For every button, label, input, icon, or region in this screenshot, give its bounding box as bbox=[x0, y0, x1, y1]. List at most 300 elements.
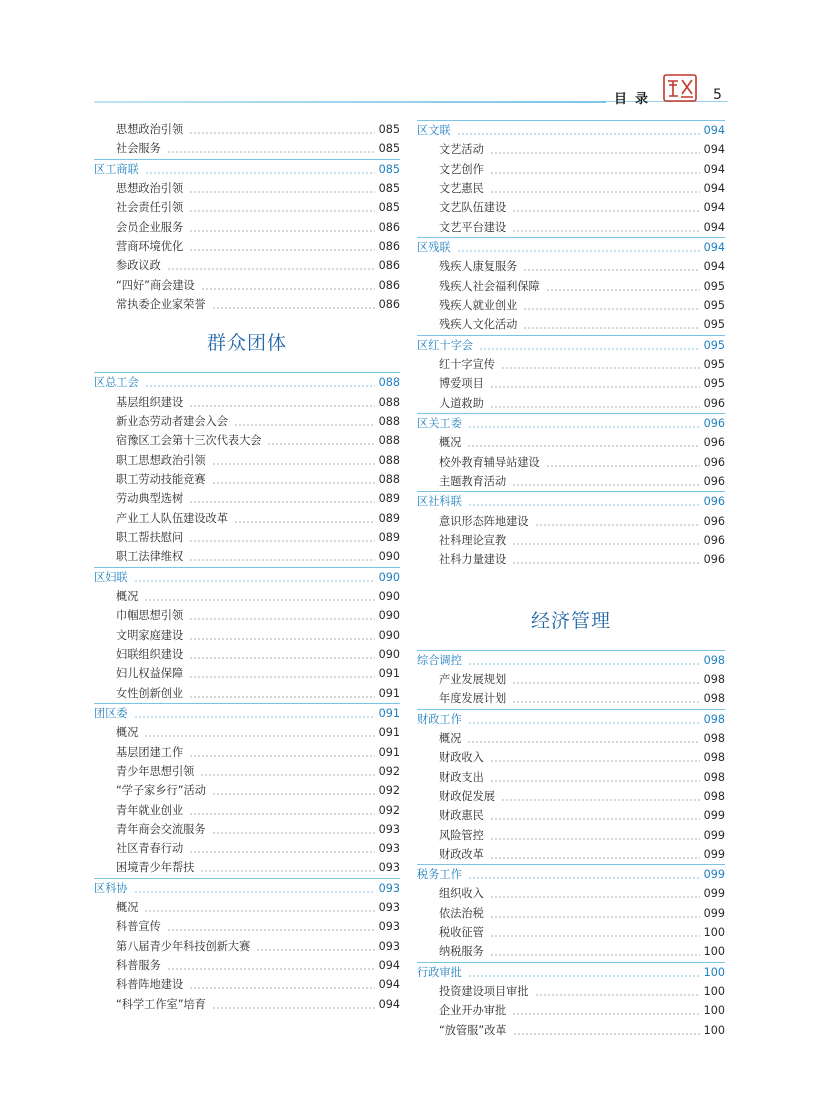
toc-entry[interactable] bbox=[94, 937, 400, 956]
toc-leader-dots bbox=[512, 550, 700, 569]
toc-entry-page: 086 bbox=[378, 220, 400, 234]
toc-entry-page: 096 bbox=[703, 495, 725, 509]
toc-entry[interactable] bbox=[417, 512, 725, 531]
toc-leader-dots bbox=[256, 937, 374, 956]
toc-entry-page: 090 bbox=[378, 570, 400, 584]
toc-entry-title: “学子家乡行”活动 bbox=[116, 784, 206, 798]
toc-leader-dots bbox=[200, 858, 374, 877]
toc-entry[interactable] bbox=[94, 664, 400, 683]
toc-leader-dots bbox=[523, 315, 699, 334]
toc-leader-dots bbox=[512, 1001, 700, 1020]
toc-entry-page: 098 bbox=[703, 712, 725, 726]
toc-entry[interactable] bbox=[94, 393, 400, 412]
toc-entry[interactable] bbox=[94, 626, 400, 645]
toc-entry-title: 财政工作 bbox=[417, 712, 462, 726]
toc-entry[interactable] bbox=[94, 917, 400, 936]
toc-entry-page: 095 bbox=[703, 357, 725, 371]
toc-entry[interactable] bbox=[94, 820, 400, 839]
toc-entry[interactable] bbox=[94, 956, 400, 975]
toc-leader-dots bbox=[201, 276, 375, 295]
toc-leader-dots bbox=[144, 723, 374, 742]
toc-leader-dots bbox=[490, 845, 700, 864]
toc-entry[interactable] bbox=[417, 768, 725, 787]
toc-leader-dots bbox=[468, 492, 700, 511]
toc-entry[interactable] bbox=[94, 898, 400, 917]
section-spacer bbox=[417, 570, 725, 592]
toc-leader-dots bbox=[189, 393, 375, 412]
toc-leader-dots bbox=[490, 374, 700, 393]
toc-leader-dots bbox=[490, 140, 700, 159]
toc-entry-title: 青年就业创业 bbox=[116, 803, 184, 817]
toc-entry-title: 产业发展规划 bbox=[439, 672, 507, 686]
toc-entry[interactable] bbox=[94, 606, 400, 625]
toc-entry[interactable] bbox=[94, 412, 400, 431]
toc-entry-page: 096 bbox=[703, 553, 725, 567]
toc-entry-title: 思想政治引领 bbox=[116, 181, 184, 195]
toc-leader-dots bbox=[467, 433, 699, 452]
toc-entry-page: 085 bbox=[378, 142, 400, 156]
toc-list-right-top bbox=[417, 120, 725, 570]
toc-leader-dots bbox=[490, 179, 700, 198]
toc-entry-title: 科普宣传 bbox=[116, 920, 161, 934]
toc-entry-page: 086 bbox=[378, 297, 400, 311]
toc-leader-dots bbox=[212, 295, 375, 314]
toc-entry[interactable] bbox=[417, 315, 725, 334]
toc-entry-page: 086 bbox=[378, 278, 400, 292]
toc-entry[interactable] bbox=[94, 858, 400, 877]
toc-entry-page: 098 bbox=[703, 672, 725, 686]
toc-entry-page: 094 bbox=[378, 997, 400, 1011]
toc-entry-page: 099 bbox=[703, 868, 725, 882]
toc-category-entry[interactable] bbox=[94, 567, 400, 587]
toc-entry-title: 税收征管 bbox=[439, 926, 484, 940]
toc-entry-title: 青年商会交流服务 bbox=[116, 822, 206, 836]
toc-entry[interactable] bbox=[417, 845, 725, 864]
toc-leader-dots bbox=[512, 218, 700, 237]
toc-leader-dots bbox=[512, 689, 700, 708]
toc-leader-dots bbox=[189, 528, 375, 547]
toc-leader-dots bbox=[490, 394, 700, 413]
toc-entry-page: 100 bbox=[703, 965, 725, 979]
toc-entry-title: 第八届青少年科技创新大赛 bbox=[116, 939, 251, 953]
page-number: 5 bbox=[713, 87, 722, 103]
toc-entry-page: 098 bbox=[703, 751, 725, 765]
toc-entry-page: 090 bbox=[378, 647, 400, 661]
toc-entry-page: 094 bbox=[703, 124, 725, 137]
toc-leader-dots bbox=[490, 826, 700, 845]
toc-entry[interactable] bbox=[417, 1001, 725, 1020]
toc-entry[interactable] bbox=[417, 826, 725, 845]
toc-entry-page: 092 bbox=[378, 764, 400, 778]
toc-column-left bbox=[94, 120, 400, 1014]
toc-entry-title: 残疾人康复服务 bbox=[439, 260, 518, 274]
toc-entry-page: 094 bbox=[703, 143, 725, 157]
toc-entry-page: 091 bbox=[378, 745, 400, 759]
toc-leader-dots bbox=[490, 904, 700, 923]
toc-entry-title: 纳税服务 bbox=[439, 945, 484, 959]
toc-leader-dots bbox=[189, 626, 375, 645]
toc-entry[interactable] bbox=[94, 451, 400, 470]
toc-entry-page: 094 bbox=[378, 959, 400, 973]
toc-entry[interactable] bbox=[417, 923, 725, 942]
toc-entry[interactable] bbox=[417, 160, 725, 179]
toc-entry-title: 区社科联 bbox=[417, 495, 462, 509]
toc-entry-page: 093 bbox=[378, 822, 400, 836]
toc-entry-page: 096 bbox=[703, 436, 725, 450]
toc-leader-dots bbox=[490, 884, 700, 903]
toc-leader-dots bbox=[189, 120, 375, 139]
toc-entry-page: 088 bbox=[378, 434, 400, 448]
toc-entry[interactable] bbox=[94, 489, 400, 508]
toc-entry[interactable] bbox=[94, 743, 400, 762]
toc-leader-dots bbox=[535, 512, 700, 531]
toc-entry-title: 企业开办审批 bbox=[439, 1004, 507, 1018]
toc-category-entry[interactable] bbox=[417, 120, 725, 140]
toc-entry-page: 090 bbox=[378, 628, 400, 642]
toc-entry[interactable] bbox=[417, 218, 725, 237]
toc-entry[interactable] bbox=[417, 904, 725, 923]
toc-entry-page: 095 bbox=[703, 338, 725, 352]
toc-entry-page: 089 bbox=[378, 530, 400, 544]
toc-entry[interactable] bbox=[94, 198, 400, 217]
toc-entry-title: 区科协 bbox=[94, 881, 128, 895]
toc-entry-page: 096 bbox=[703, 416, 725, 430]
toc-leader-dots bbox=[490, 748, 700, 767]
toc-leader-dots bbox=[467, 729, 699, 748]
toc-leader-dots bbox=[490, 942, 700, 961]
toc-entry[interactable] bbox=[94, 276, 400, 295]
toc-category-entry[interactable] bbox=[417, 335, 725, 355]
toc-entry[interactable] bbox=[417, 982, 725, 1001]
toc-entry-title: 概况 bbox=[439, 436, 462, 450]
toc-entry[interactable] bbox=[417, 884, 725, 903]
toc-entry-page: 094 bbox=[703, 260, 725, 274]
toc-entry-page: 086 bbox=[378, 259, 400, 273]
toc-entry-page: 094 bbox=[378, 978, 400, 992]
toc-leader-dots bbox=[189, 198, 375, 217]
toc-leader-dots bbox=[535, 982, 700, 1001]
toc-leader-dots bbox=[212, 820, 375, 839]
toc-category-entry[interactable] bbox=[417, 413, 725, 433]
toc-entry-page: 094 bbox=[703, 181, 725, 195]
toc-entry[interactable] bbox=[94, 528, 400, 547]
toc-entry[interactable] bbox=[94, 723, 400, 742]
toc-category-entry[interactable] bbox=[94, 159, 400, 179]
toc-entry[interactable] bbox=[94, 839, 400, 858]
toc-entry-title: 困境青少年帮扶 bbox=[116, 861, 195, 875]
toc-entry[interactable] bbox=[417, 140, 725, 159]
toc-entry-title: 区残联 bbox=[417, 240, 451, 254]
toc-entry[interactable] bbox=[94, 120, 400, 139]
toc-leader-dots bbox=[468, 414, 700, 433]
toc-entry-page: 099 bbox=[703, 847, 725, 861]
toc-entry-page: 088 bbox=[378, 376, 400, 390]
toc-entry-title: 区文联 bbox=[417, 124, 451, 137]
toc-leader-dots bbox=[457, 238, 700, 257]
toc-leader-dots bbox=[212, 451, 375, 470]
toc-entry[interactable] bbox=[94, 179, 400, 198]
toc-entry-title: 财政促发展 bbox=[439, 789, 495, 803]
toc-leader-dots bbox=[234, 509, 375, 528]
toc-entry-page: 088 bbox=[378, 453, 400, 467]
toc-entry-page: 098 bbox=[703, 692, 725, 706]
toc-entry-title: 女性创新创业 bbox=[116, 686, 184, 700]
toc-list-right-bottom bbox=[417, 650, 725, 1041]
toc-entry[interactable] bbox=[417, 453, 725, 472]
toc-entry-title: 科普服务 bbox=[116, 959, 161, 973]
toc-category-entry[interactable] bbox=[417, 491, 725, 511]
toc-entry-title: “四好”商会建设 bbox=[116, 278, 195, 292]
toc-leader-dots bbox=[468, 651, 700, 670]
toc-leader-dots bbox=[457, 121, 700, 140]
toc-entry[interactable] bbox=[94, 256, 400, 275]
toc-entry-page: 085 bbox=[378, 162, 400, 176]
toc-entry[interactable] bbox=[94, 645, 400, 664]
toc-leader-dots bbox=[468, 865, 700, 884]
section-heading-qunzhong: 群众团体 bbox=[206, 332, 287, 355]
toc-entry-title: “放管服”改革 bbox=[439, 1023, 507, 1037]
toc-leader-dots bbox=[212, 470, 375, 489]
toc-entry-title: 职工法律维权 bbox=[116, 550, 184, 564]
toc-entry-title: 宿豫区工会第十三次代表大会 bbox=[116, 434, 262, 448]
toc-category-entry[interactable] bbox=[94, 878, 400, 898]
toc-entry-title: 依法治税 bbox=[439, 906, 484, 920]
toc-leader-dots bbox=[490, 923, 700, 942]
toc-leader-dots bbox=[189, 684, 375, 703]
toc-entry[interactable] bbox=[417, 198, 725, 217]
toc-entry[interactable] bbox=[417, 942, 725, 961]
toc-entry-title: 概况 bbox=[116, 589, 139, 603]
toc-entry-page: 091 bbox=[378, 667, 400, 681]
toc-leader-dots bbox=[134, 879, 375, 898]
toc-entry-page: 089 bbox=[378, 511, 400, 525]
toc-entry[interactable] bbox=[94, 684, 400, 703]
toc-entry[interactable] bbox=[94, 218, 400, 237]
toc-entry-page: 098 bbox=[703, 770, 725, 784]
toc-entry-page: 095 bbox=[703, 298, 725, 312]
toc-leader-dots bbox=[479, 336, 700, 355]
toc-entry-page: 093 bbox=[378, 901, 400, 915]
toc-entry[interactable] bbox=[94, 139, 400, 158]
toc-entry-title: 参政议政 bbox=[116, 259, 161, 273]
toc-entry[interactable] bbox=[417, 257, 725, 276]
toc-leader-dots bbox=[512, 198, 700, 217]
toc-entry-page: 099 bbox=[703, 809, 725, 823]
toc-entry-page: 085 bbox=[378, 201, 400, 215]
toc-entry-title: 产业工人队伍建设改革 bbox=[116, 511, 228, 525]
toc-entry-title: 区红十字会 bbox=[417, 338, 473, 352]
toc-entry[interactable] bbox=[417, 689, 725, 708]
toc-category-entry[interactable] bbox=[94, 372, 400, 392]
toc-entry[interactable] bbox=[417, 806, 725, 825]
toc-entry-title: 红十字宣传 bbox=[439, 357, 495, 371]
toc-entry-page: 100 bbox=[703, 1004, 725, 1018]
toc-entry-title: 文艺活动 bbox=[439, 143, 484, 157]
toc-entry-title: 会员企业服务 bbox=[116, 220, 184, 234]
toc-entry-title: 残疾人文化活动 bbox=[439, 318, 518, 332]
toc-entry-title: 概况 bbox=[439, 731, 462, 745]
toc-leader-dots bbox=[144, 587, 374, 606]
toc-category-entry[interactable] bbox=[417, 709, 725, 729]
toc-entry[interactable] bbox=[417, 179, 725, 198]
toc-entry[interactable] bbox=[417, 355, 725, 374]
section-heading-jingji: 经济管理 bbox=[530, 609, 611, 632]
toc-entry-page: 096 bbox=[703, 396, 725, 410]
toc-leader-dots bbox=[490, 160, 700, 179]
toc-leader-dots bbox=[267, 431, 374, 450]
toc-entry[interactable] bbox=[94, 762, 400, 781]
toc-leader-dots bbox=[523, 296, 699, 315]
toc-entry[interactable] bbox=[417, 433, 725, 452]
toc-entry[interactable] bbox=[94, 975, 400, 994]
toc-entry-page: 094 bbox=[703, 240, 725, 254]
toc-entry-title: 区总工会 bbox=[94, 376, 139, 390]
toc-leader-dots bbox=[189, 179, 375, 198]
toc-entry[interactable] bbox=[94, 781, 400, 800]
toc-entry-title: 文明家庭建设 bbox=[116, 628, 184, 642]
toc-entry[interactable] bbox=[94, 587, 400, 606]
toc-entry-page: 093 bbox=[378, 881, 400, 895]
toc-entry-page: 090 bbox=[378, 609, 400, 623]
toc-entry[interactable] bbox=[94, 509, 400, 528]
toc-leader-dots bbox=[167, 256, 375, 275]
toc-entry-title: 文艺惠民 bbox=[439, 181, 484, 195]
toc-entry[interactable] bbox=[94, 237, 400, 256]
header-rule bbox=[94, 101, 606, 103]
toc-entry[interactable] bbox=[417, 531, 725, 550]
toc-leader-dots bbox=[144, 898, 374, 917]
toc-category-entry[interactable] bbox=[417, 237, 725, 257]
toc-entry-title: 财政支出 bbox=[439, 770, 484, 784]
toc-entry[interactable] bbox=[417, 1021, 725, 1040]
toc-entry[interactable] bbox=[417, 787, 725, 806]
toc-leader-dots bbox=[546, 277, 700, 296]
toc-leader-dots bbox=[189, 645, 375, 664]
toc-leader-dots bbox=[501, 355, 700, 374]
toc-category-entry[interactable] bbox=[417, 650, 725, 670]
toc-entry-page: 091 bbox=[378, 726, 400, 740]
toc-leader-dots bbox=[523, 257, 699, 276]
toc-entry-title: 投资建设项目审批 bbox=[439, 985, 529, 999]
toc-leader-dots bbox=[512, 670, 700, 689]
toc-entry[interactable] bbox=[94, 431, 400, 450]
toc-entry-title: 风险管控 bbox=[439, 828, 484, 842]
toc-entry-page: 085 bbox=[378, 181, 400, 195]
toc-entry-page: 088 bbox=[378, 395, 400, 409]
toc-entry-title: 主题教育活动 bbox=[439, 474, 507, 488]
toc-entry-page: 094 bbox=[703, 162, 725, 176]
toc-entry-title: 巾帼思想引领 bbox=[116, 609, 184, 623]
toc-leader-dots bbox=[189, 975, 375, 994]
toc-entry-page: 095 bbox=[703, 279, 725, 293]
page-header bbox=[0, 0, 816, 110]
toc-entry-title: 文艺平台建设 bbox=[439, 220, 507, 234]
toc-entry-title: 校外教育辅导站建设 bbox=[439, 455, 540, 469]
toc-entry-page: 090 bbox=[378, 550, 400, 564]
toc-category-entry[interactable] bbox=[417, 962, 725, 982]
toc-entry[interactable] bbox=[94, 801, 400, 820]
toc-entry[interactable] bbox=[417, 748, 725, 767]
toc-leader-dots bbox=[189, 547, 375, 566]
toc-entry-title: 社会服务 bbox=[116, 142, 161, 156]
toc-entry[interactable] bbox=[417, 729, 725, 748]
toc-entry-title: 税务工作 bbox=[417, 868, 462, 882]
toc-entry[interactable] bbox=[94, 470, 400, 489]
toc-entry-page: 098 bbox=[703, 731, 725, 745]
toc-leader-dots bbox=[546, 453, 700, 472]
toc-entry-page: 094 bbox=[703, 220, 725, 234]
toc-entry-page: 093 bbox=[378, 939, 400, 953]
toc-entry-title: 科普阵地建设 bbox=[116, 978, 184, 992]
toc-entry-title: 人道救助 bbox=[439, 396, 484, 410]
toc-leader-dots bbox=[167, 139, 375, 158]
toc-list-left-bottom bbox=[94, 372, 400, 1014]
toc-entry-title: 常执委企业家荣誉 bbox=[116, 297, 206, 311]
toc-entry-title: 思想政治引领 bbox=[116, 123, 184, 136]
toc-leader-dots bbox=[189, 237, 375, 256]
toc-entry-title: 残疾人社会福利保障 bbox=[439, 279, 540, 293]
toc-entry-page: 093 bbox=[378, 861, 400, 875]
toc-entry[interactable] bbox=[94, 547, 400, 566]
toc-entry[interactable] bbox=[417, 472, 725, 491]
toc-entry-page: 091 bbox=[378, 686, 400, 700]
toc-entry[interactable] bbox=[417, 374, 725, 393]
toc-entry-page: 092 bbox=[378, 803, 400, 817]
toc-leader-dots bbox=[189, 801, 375, 820]
toc-entry[interactable] bbox=[417, 670, 725, 689]
toc-list-left-top bbox=[94, 120, 400, 314]
toc-category-entry[interactable] bbox=[417, 864, 725, 884]
toc-leader-dots bbox=[167, 917, 375, 936]
toc-leader-dots bbox=[189, 839, 375, 858]
toc-entry-page: 099 bbox=[703, 887, 725, 901]
toc-entry-title: 社科力量建设 bbox=[439, 553, 507, 567]
toc-entry-title: 团区委 bbox=[94, 706, 128, 720]
toc-entry[interactable] bbox=[417, 277, 725, 296]
toc-entry-title: 职工思想政治引领 bbox=[116, 453, 206, 467]
toc-entry-page: 096 bbox=[703, 455, 725, 469]
toc-entry[interactable] bbox=[417, 550, 725, 569]
toc-entry-title: 组织收入 bbox=[439, 887, 484, 901]
toc-entry-page: 095 bbox=[703, 377, 725, 391]
toc-leader-dots bbox=[189, 606, 375, 625]
toc-entry-title: 文艺队伍建设 bbox=[439, 201, 507, 215]
toc-entry[interactable] bbox=[417, 296, 725, 315]
toc-entry-title: 劳动典型选树 bbox=[116, 492, 184, 506]
toc-entry-title: 财政改革 bbox=[439, 847, 484, 861]
toc-entry-title: 社科理论宣教 bbox=[439, 533, 507, 547]
toc-entry-page: 094 bbox=[703, 201, 725, 215]
toc-entry-page: 100 bbox=[703, 985, 725, 999]
toc-entry-title: 年度发展计划 bbox=[439, 692, 507, 706]
toc-entry-title: 区妇联 bbox=[94, 570, 128, 584]
toc-entry[interactable] bbox=[94, 995, 400, 1014]
toc-entry-title: 社会责任引领 bbox=[116, 201, 184, 215]
toc-entry[interactable] bbox=[417, 394, 725, 413]
toc-category-entry[interactable] bbox=[94, 703, 400, 723]
toc-entry-title: 博爱项目 bbox=[439, 377, 484, 391]
toc-entry-page: 096 bbox=[703, 474, 725, 488]
toc-column-right bbox=[417, 120, 725, 1040]
toc-leader-dots bbox=[512, 531, 700, 550]
toc-entry-title: 概况 bbox=[116, 726, 139, 740]
toc-leader-dots bbox=[189, 489, 375, 508]
toc-entry-title: 青少年思想引领 bbox=[116, 764, 195, 778]
toc-leader-dots bbox=[512, 472, 700, 491]
toc-entry-page: 089 bbox=[378, 492, 400, 506]
toc-entry-page: 095 bbox=[703, 318, 725, 332]
toc-entry[interactable] bbox=[94, 295, 400, 314]
